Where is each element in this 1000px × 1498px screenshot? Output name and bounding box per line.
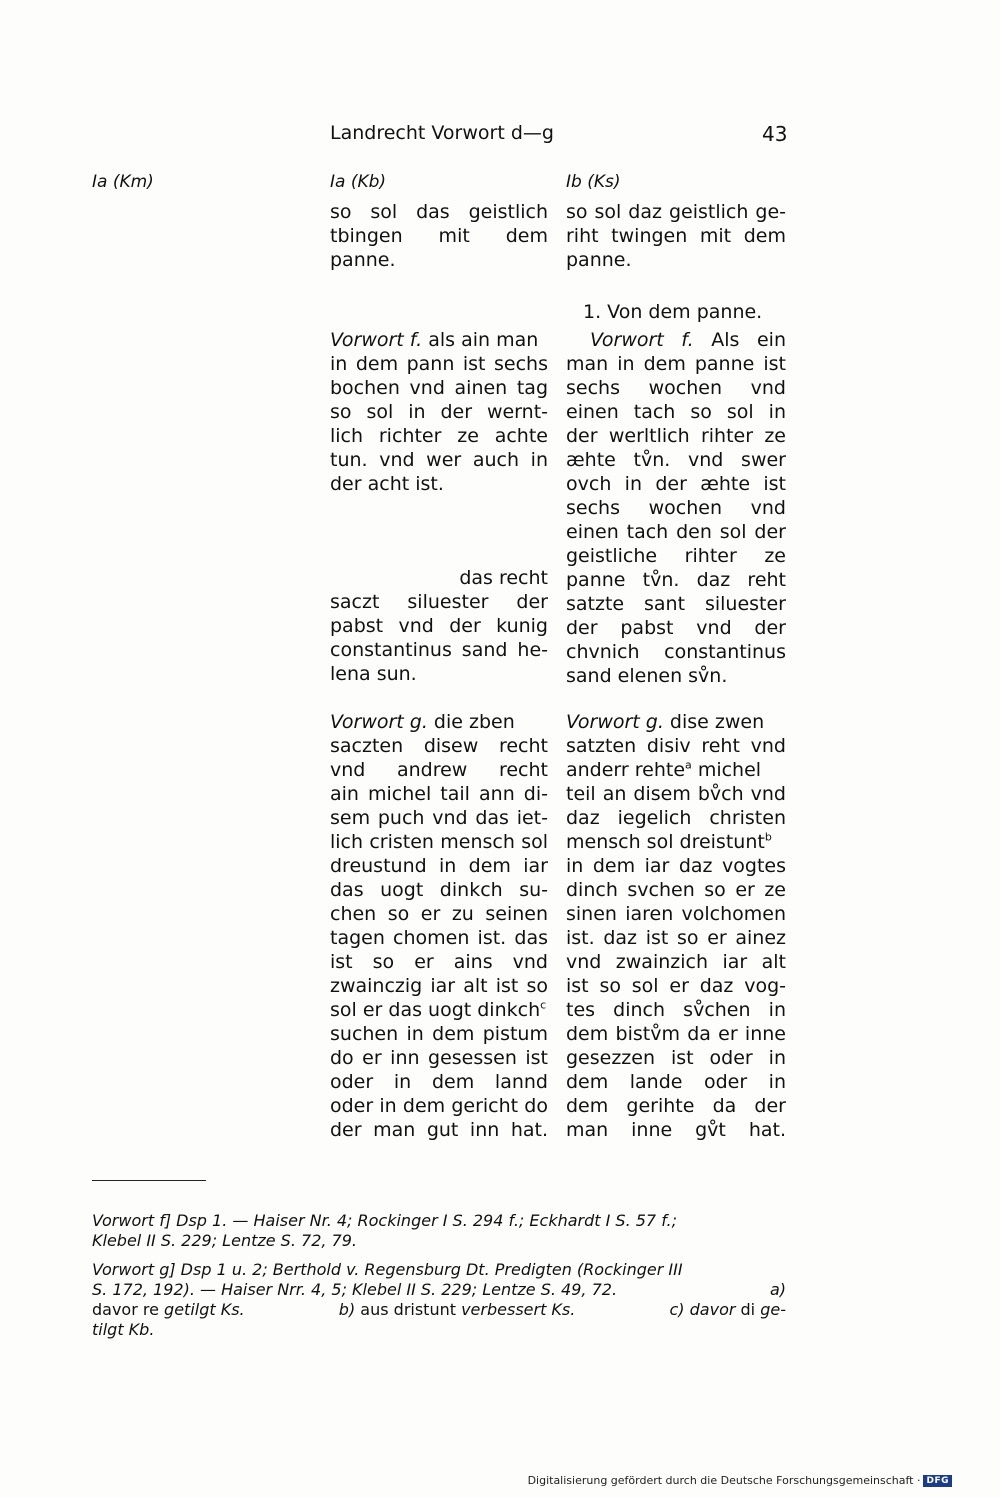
footnote-b xyxy=(339,1300,576,1320)
footnote-text: dristunt xyxy=(393,1300,456,1319)
text-line: chvnich constantinus xyxy=(566,641,786,663)
footnote-separator xyxy=(92,1180,206,1181)
text-line: ovch in der æhte ist xyxy=(566,473,786,495)
funding-notice xyxy=(528,1474,952,1487)
text-line: zwainczig iar alt ist so xyxy=(330,975,548,997)
text-line: pabst vnd der kunig xyxy=(330,615,548,637)
ks-block-4 xyxy=(566,710,786,1142)
text-line: so sol in der wernt- xyxy=(330,401,548,423)
text-line: anderr rehte xyxy=(566,759,686,781)
text-line: lena sun. xyxy=(330,663,417,685)
text-line: gesezzen ist oder in xyxy=(566,1047,786,1069)
footnote-text: di xyxy=(740,1300,756,1319)
vorwort-f-label: Vorwort f. xyxy=(590,329,694,351)
column-heading-km: Ia (Km) xyxy=(92,172,154,192)
text-line: so sol das geistlich xyxy=(330,201,548,223)
text-line: Als ein xyxy=(693,329,786,351)
column-heading-ks: Ib (Ks) xyxy=(566,172,621,192)
text-line: dreustund in dem iar xyxy=(330,855,548,877)
footnote-marker-b: b xyxy=(764,830,772,844)
text-line: sem puch vnd das iet- xyxy=(330,807,548,829)
text-line: panne. xyxy=(330,249,396,271)
text-line: dinch svchen so er ze xyxy=(566,879,786,901)
text-line: michel xyxy=(691,759,762,781)
footnote-text: getilgt Ks. xyxy=(164,1300,245,1319)
text-line: in dem pann ist sechs xyxy=(330,353,548,375)
text-line: suchen in dem pistum xyxy=(330,1023,548,1045)
funding-text: Digitalisierung gefördert durch die Deutsche Forschungsgemeinschaft · xyxy=(527,1474,921,1487)
kb-block-1 xyxy=(330,200,548,272)
text-line: vnd andrew recht xyxy=(330,759,548,781)
footnote-a-label: a) xyxy=(769,1280,786,1299)
text-line: tagen chomen ist. das xyxy=(330,927,548,949)
text-line: riht twingen mit dem xyxy=(566,225,786,247)
text-line: tes dinch sv̊chen in xyxy=(566,999,786,1021)
dfg-logo-icon: DFG xyxy=(923,1475,952,1487)
text-line: sinen iaren volchomen xyxy=(566,903,786,925)
text-line: æhte tv̊n. vnd swer xyxy=(566,449,786,471)
footnote-a xyxy=(92,1300,245,1320)
ks-block-2 xyxy=(566,328,786,688)
footnote-marker-c: c xyxy=(540,998,547,1012)
footnote-g xyxy=(92,1260,786,1340)
text-line: einen tach den sol der xyxy=(566,521,786,543)
kb-block-3 xyxy=(330,566,548,686)
footnote-text: verbessert Ks. xyxy=(456,1300,576,1319)
footnote-line: S. 172, 192). — Haiser Nrr. 4, 5; Klebel II S. 229; Lentze S. 49, 72. xyxy=(92,1280,618,1299)
vorwort-f-label: Vorwort f. xyxy=(330,329,423,351)
footnote-text: davor xyxy=(684,1300,741,1319)
running-title: Landrecht Vorwort d—g xyxy=(330,122,554,144)
text-line: saczt siluester der xyxy=(330,591,548,613)
text-line: das recht xyxy=(459,567,548,589)
text-line: sol er das uogt dinkch xyxy=(330,999,541,1021)
footnote-b-label: b) xyxy=(338,1300,356,1319)
vorwort-g-label: Vorwort g. xyxy=(566,711,664,733)
text-line: ain michel tail ann di- xyxy=(330,783,548,805)
text-line: sechs wochen vnd xyxy=(566,377,786,399)
text-line: daz iegelich christen xyxy=(566,807,786,829)
ks-block-1 xyxy=(566,200,786,272)
text-line: der acht ist. xyxy=(330,473,444,495)
text-line: saczten disew recht xyxy=(330,735,548,757)
text-line: teil an disem bv̊ch vnd xyxy=(566,783,786,805)
text-line: tun. vnd wer auch in xyxy=(330,449,548,471)
text-line: ist. daz ist so er ainez xyxy=(566,927,786,949)
text-line: lich richter ze achte xyxy=(330,425,548,447)
footnote-line: Vorwort f] Dsp 1. — Haiser Nr. 4; Rockinger I S. 294 f.; Eckhardt I S. 57 f.; xyxy=(92,1211,678,1230)
text-line: satzten disiv reht vnd xyxy=(566,735,786,757)
footnote-c xyxy=(670,1300,786,1320)
text-line: dem gerihte da der xyxy=(566,1095,786,1117)
text-line: man in dem panne ist xyxy=(566,353,786,375)
text-line: chen so er zu seinen xyxy=(330,903,548,925)
text-line: lich cristen mensch sol xyxy=(330,831,548,853)
kb-block-4 xyxy=(330,710,548,1142)
text-line: panne tv̊n. daz reht xyxy=(566,569,786,591)
page-number: 43 xyxy=(762,122,788,146)
footnote-line: Klebel II S. 229; Lentze S. 72, 79. xyxy=(92,1231,357,1250)
text-line: der werltlich rihter ze xyxy=(566,425,786,447)
text-line: panne. xyxy=(566,249,632,271)
text-line: do er inn gesessen ist xyxy=(330,1047,548,1069)
text-line: sand elenen sv̊n. xyxy=(566,665,728,687)
text-line: oder in dem gericht do xyxy=(330,1095,548,1117)
text-line: bochen vnd ainen tag xyxy=(330,377,548,399)
footnote-text: ge- xyxy=(755,1300,786,1319)
text-line: man inne gv̊t hat. xyxy=(566,1119,786,1141)
footnote-text: davor xyxy=(92,1300,138,1319)
text-line: der pabst vnd der xyxy=(566,617,786,639)
text-line: geistliche rihter ze xyxy=(566,545,786,567)
text-line: einen tach so sol in xyxy=(566,401,786,423)
text-line: die zben xyxy=(427,711,515,733)
text-line: mensch sol dreistunt xyxy=(566,831,765,853)
text-line: sechs wochen vnd xyxy=(566,497,786,519)
text-line: dem lande oder in xyxy=(566,1071,786,1093)
text-line: als ain man xyxy=(422,329,539,351)
footnote-text: re xyxy=(137,1300,165,1319)
text-line: dise zwen xyxy=(663,711,765,733)
text-line: oder in dem lannd xyxy=(330,1071,548,1093)
footnote-line: Vorwort g] Dsp 1 u. 2; Berthold v. Regensburg Dt. Predigten (Rockinger III xyxy=(92,1260,683,1279)
footnote-text: aus xyxy=(355,1300,394,1319)
text-line: dem bistv̊m da er inne xyxy=(566,1023,786,1045)
text-line: ist so sol er daz vog- xyxy=(566,975,786,997)
footnote-marker-a: a xyxy=(685,758,692,772)
footnote-c-label: c) xyxy=(669,1300,685,1319)
text-line: so sol daz geistlich ge- xyxy=(566,201,786,223)
kb-block-2 xyxy=(330,328,548,496)
text-line: satzte sant siluester xyxy=(566,593,786,615)
column-heading-kb: Ia (Kb) xyxy=(330,172,387,192)
vorwort-g-label: Vorwort g. xyxy=(330,711,428,733)
section-title: 1. Von dem panne. xyxy=(583,301,763,323)
text-line: tbingen mit dem xyxy=(330,225,548,247)
footnote-f xyxy=(92,1211,786,1251)
text-line: constantinus sand he- xyxy=(330,639,548,661)
footnote-line: tilgt Kb. xyxy=(92,1320,155,1339)
text-line: in dem iar daz vogtes xyxy=(566,855,786,877)
text-line: der man gut inn hat. xyxy=(330,1119,548,1141)
text-line: ist so er ains vnd xyxy=(330,951,548,973)
text-line: vnd zwainzich iar alt xyxy=(566,951,786,973)
ks-section-title-wrap xyxy=(566,300,786,324)
text-line: das uogt dinkch su- xyxy=(330,879,548,901)
